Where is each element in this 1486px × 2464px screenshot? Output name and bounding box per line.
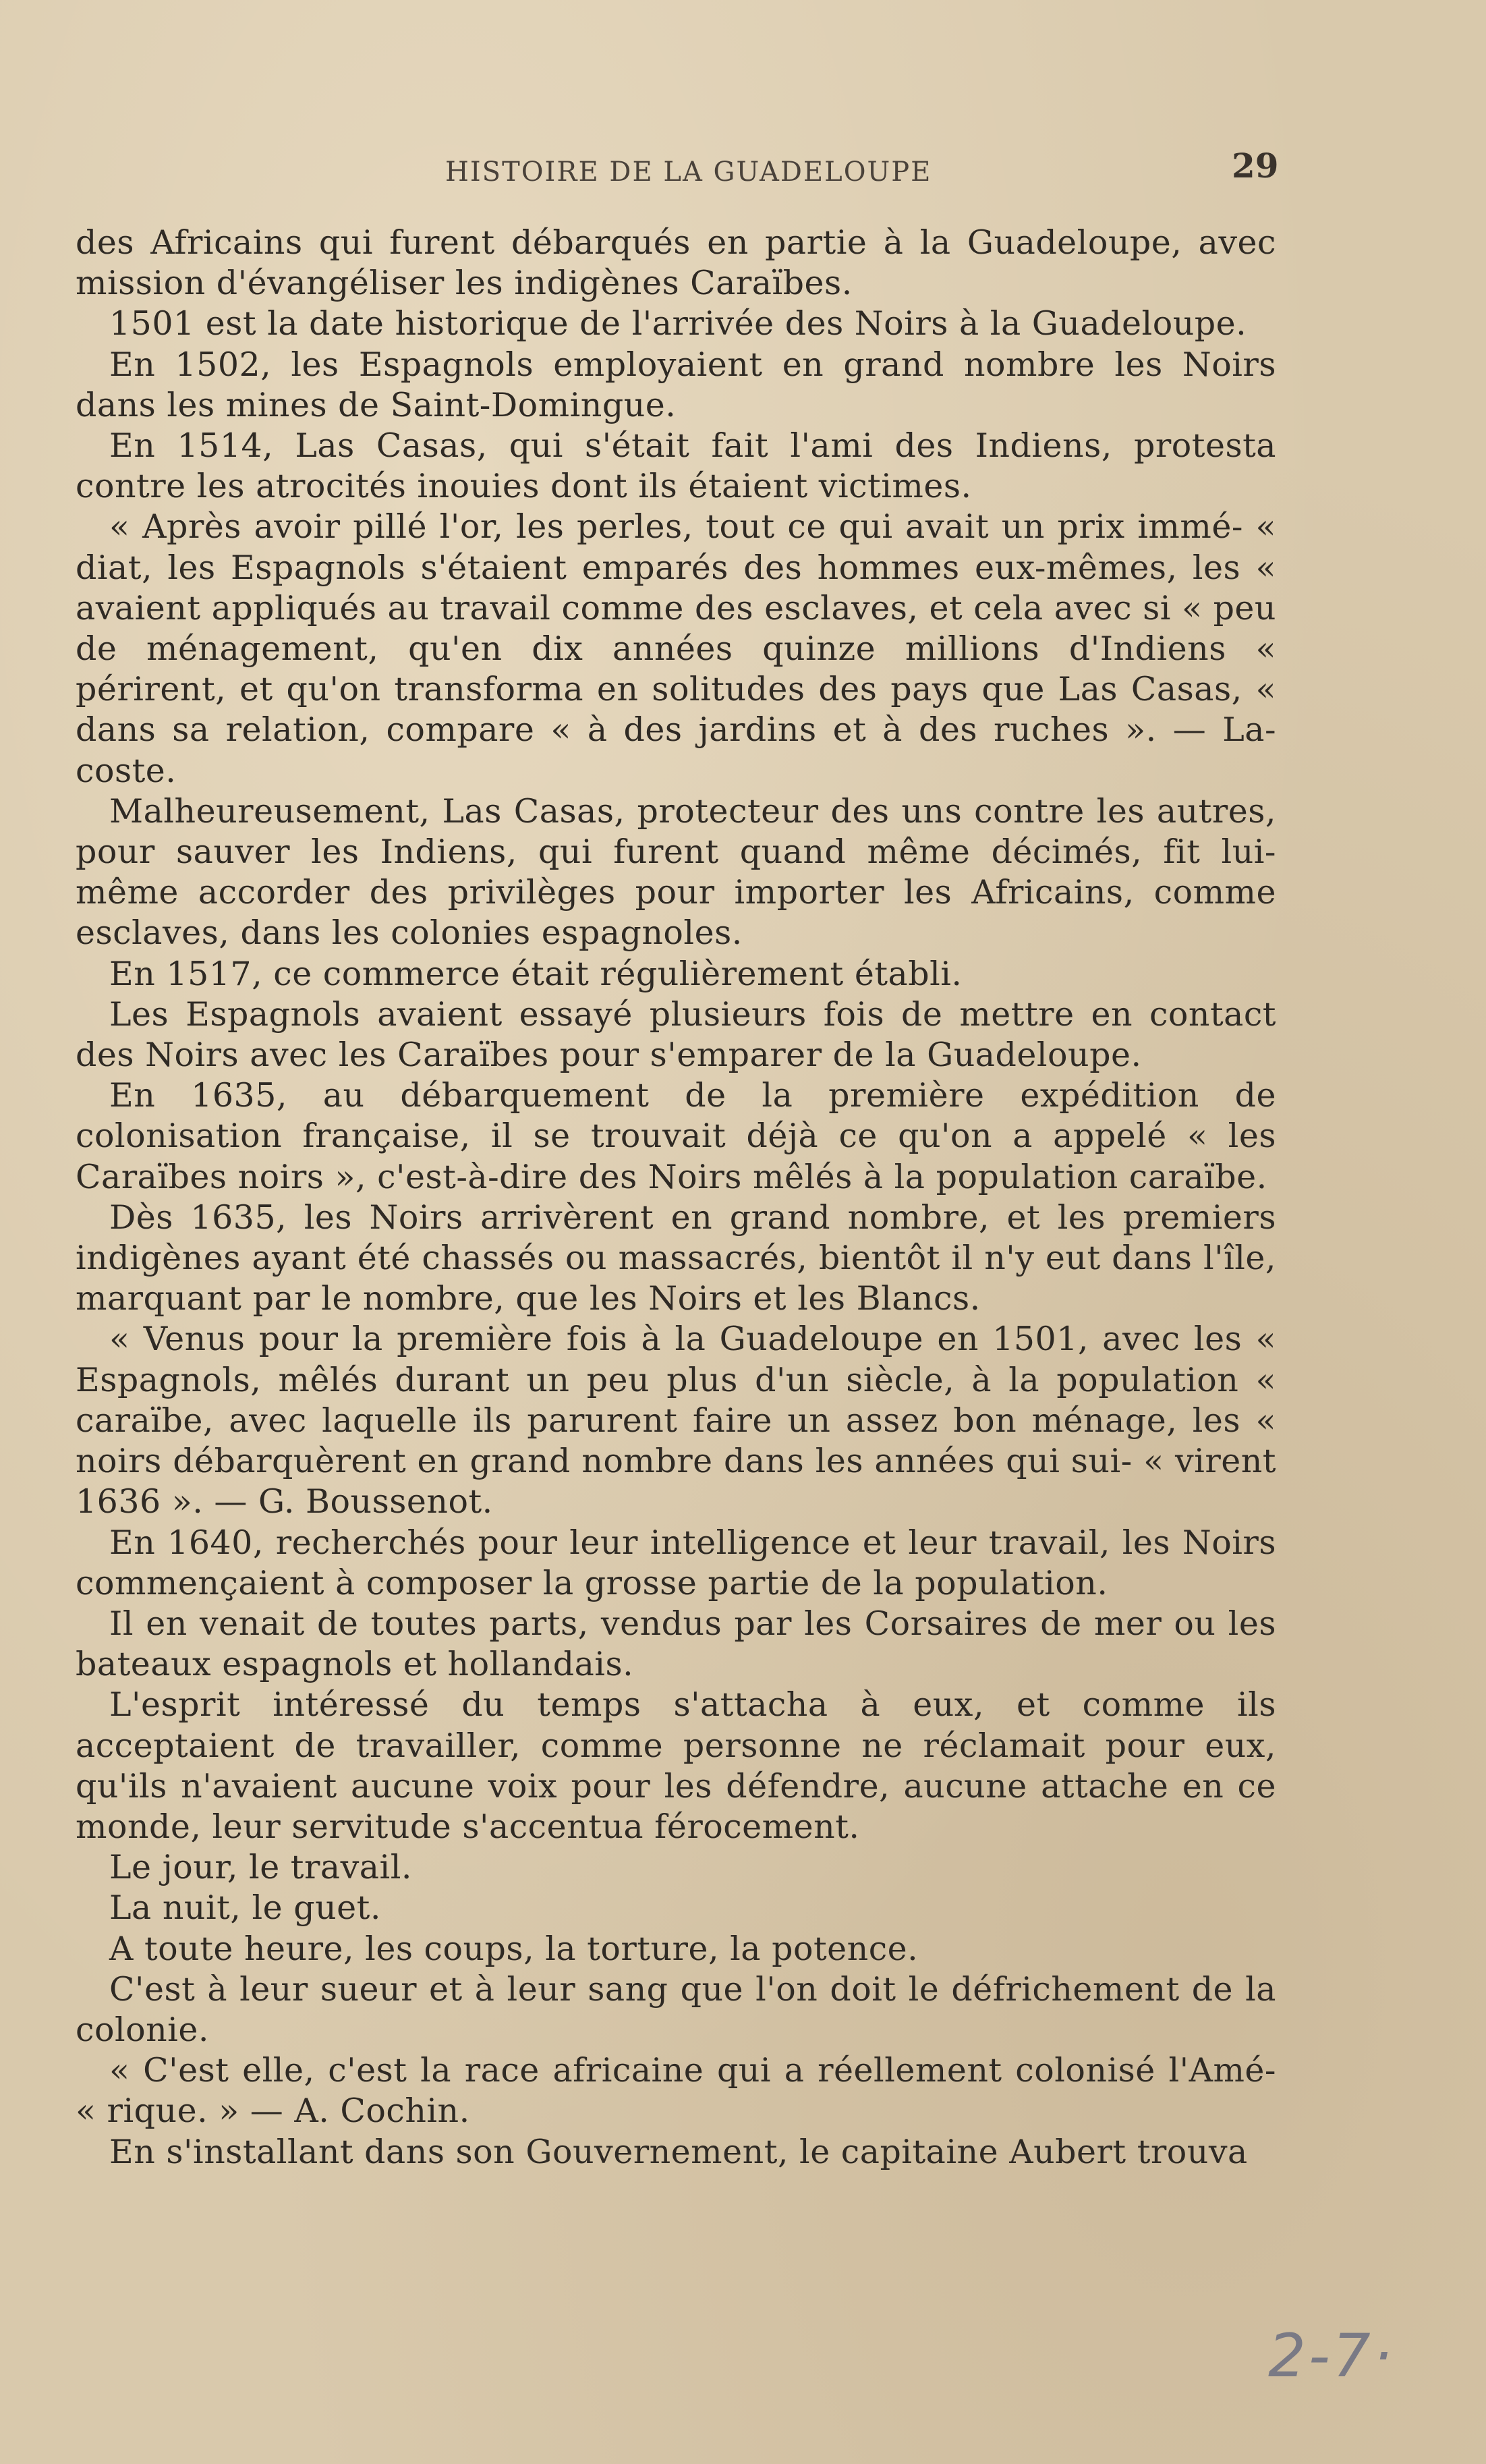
paragraph: Dès 1635, les Noirs arrivèrent en grand nombre, et les premiers indigènes ayant été chassés ou massacrés, bientôt il n'y eut dans l'île, marquant par le nombre, que les Noirs et les Blancs.: [76, 1198, 1276, 1318]
paragraph: A toute heure, les coups, la torture, la potence.: [109, 1929, 919, 1968]
body-text: [76, 223, 1276, 2173]
paragraph: L'esprit intéressé du temps s'attacha à eux, et comme ils acceptaient de travailler, comme personne ne réclamait pour eux, qu'ils n'avaient aucune voix pour les défendre, aucune attache en ce monde, leur servitude s'accentua férocement.: [76, 1685, 1276, 1846]
paragraph: Le jour, le travail.: [109, 1848, 412, 1887]
paragraph: Malheureusement, Las Casas, protecteur des uns contre les autres, pour sauver les Indiens, qui furent quand même décimés, fit lui-même accorder des privilèges pour importer les Africains, comme esclaves, dans les colonies espagnoles.: [76, 791, 1276, 953]
quotation: « Après avoir pillé l'or, les perles, tout ce qui avait un prix immé- « diat, les Espagnols s'étaient emparés des hommes eux-mêmes, les « avaient appliqués au travail comme des esclaves, et cela avec si « peu de ménagement, qu'en dix années quinze millions d'Indiens « périrent, et qu'on transforma en solitudes des pays que Las Casas, « dans sa relation, compare « à des jardins et à des ruches ». — La- coste.: [76, 507, 1276, 790]
running-head: HISTOIRE DE LA GUADELOUPE: [445, 157, 932, 188]
paragraph: C'est à leur sueur et à leur sang que l'on doit le défrichement de la colonie.: [76, 1969, 1276, 2049]
paragraph: En 1517, ce commerce était régulièrement établi.: [109, 954, 963, 993]
paragraph: En 1502, les Espagnols employaient en grand nombre les Noirs dans les mines de Saint-Domingue.: [76, 345, 1276, 424]
paragraph: des Africains qui furent débarqués en partie à la Guadeloupe, avec mission d'évangéliser les indigènes Caraïbes.: [76, 223, 1276, 303]
paragraph: En s'installant dans son Gouvernement, le capitaine Aubert trouva: [109, 2132, 1248, 2171]
page-number: 29: [1232, 146, 1279, 186]
handwritten-margin-note: 2-7·: [1268, 2321, 1395, 2390]
paragraph: Il en venait de toutes parts, vendus par les Corsaires de mer ou les bateaux espagnols et hollandais.: [76, 1604, 1276, 1684]
quotation: « Venus pour la première fois à la Guadeloupe en 1501, avec les « Espagnols, mêlés durant un peu plus d'un siècle, à la population « caraïbe, avec laquelle ils parurent faire un assez bon ménage, les « noirs débarquèrent en grand nombre dans les années qui sui- « virent 1636 ». — G. Boussenot.: [76, 1320, 1276, 1521]
paragraph: En 1640, recherchés pour leur intelligence et leur travail, les Noirs commençaient à composer la grosse partie de la population.: [76, 1523, 1276, 1602]
paragraph: Les Espagnols avaient essayé plusieurs fois de mettre en contact des Noirs avec les Caraïbes pour s'emparer de la Guadeloupe.: [76, 995, 1276, 1075]
paragraph: En 1514, Las Casas, qui s'était fait l'ami des Indiens, protesta contre les atrocités inouies dont ils étaient victimes.: [76, 426, 1276, 506]
paragraph: 1501 est la date historique de l'arrivée des Noirs à la Guadeloupe.: [109, 304, 1247, 343]
paragraph: La nuit, le guet.: [109, 1888, 381, 1928]
quotation: « C'est elle, c'est la race africaine qui a réellement colonisé l'Amé- « rique. » — A. Cochin.: [76, 2051, 1276, 2131]
paragraph: En 1635, au débarquement de la première expédition de colonisation française, il se trouvait déjà ce qu'on a appelé « les Caraïbes noirs », c'est-à-dire des Noirs mêlés à la population caraïbe.: [76, 1076, 1276, 1196]
